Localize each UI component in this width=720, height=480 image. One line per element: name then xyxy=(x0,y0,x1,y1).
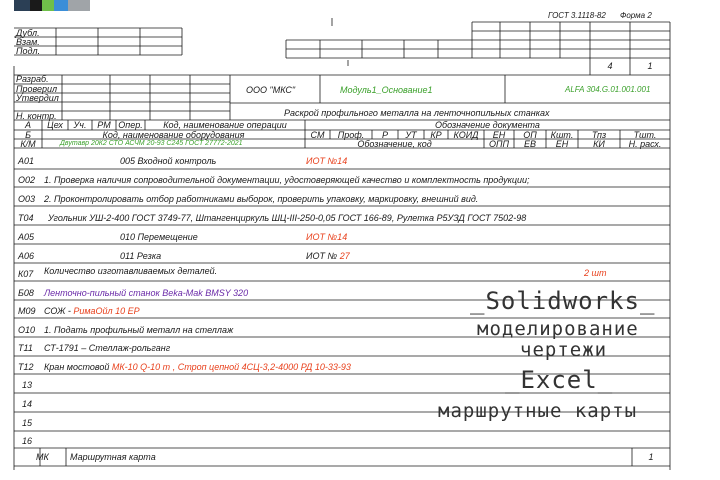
row-num: А05 xyxy=(18,232,35,242)
watermark-modeling: моделирование xyxy=(477,318,639,340)
role-nkontr: Н. контр. xyxy=(16,111,57,121)
row-operation: 005 Входной контроль xyxy=(120,156,217,166)
row-instruction: ИОТ №14 xyxy=(306,232,348,242)
dubl-label: Дубл. xyxy=(16,28,40,38)
instruction-number: 27 xyxy=(339,251,350,261)
role-utverdil: Утвердил xyxy=(16,93,59,103)
row-num: Т11 xyxy=(18,343,33,353)
hdr-kshm: Кшт. xyxy=(550,130,574,140)
hdr-ev: ЕВ xyxy=(523,139,536,149)
hdr-kr: КР xyxy=(430,130,442,140)
hdr-b: Б xyxy=(25,130,31,140)
doc-code: ALFA 304.G.01.001.001 xyxy=(565,85,651,94)
hdr-sm: СМ xyxy=(310,130,325,140)
gost-standard: ГОСТ 3.1118-82 xyxy=(548,11,606,20)
hdr-equip: Код, наименование оборудования xyxy=(102,130,245,140)
role-proveril: Проверил xyxy=(16,84,58,94)
row-operation: 010 Перемещение xyxy=(120,232,198,242)
footer-doc-name: Маршрутная карта xyxy=(70,452,156,462)
hdr-ut: УТ xyxy=(405,130,417,140)
row-text: Угольник УШ-2-400 ГОСТ 3749-77, Штангенциркуль ШЦ-III-250-0,05 ГОСТ 166-89, Рулетка Р5УЗД ГОСТ 7502-98 xyxy=(48,213,527,223)
role-razrab: Разраб. xyxy=(16,74,49,84)
hdr-r: Р xyxy=(381,130,388,140)
hdr-oper: Опер. xyxy=(118,120,143,130)
hdr-km: К/М xyxy=(20,139,36,149)
row-text: СТ-1791 – Стеллаж-рольганг xyxy=(44,343,171,353)
row-num: А01 xyxy=(18,156,35,166)
row-num: А06 xyxy=(18,251,35,261)
footer-page: 1 xyxy=(648,452,654,462)
hdr-opp: ОПП xyxy=(488,139,510,149)
row-num: М09 xyxy=(18,306,36,316)
row-num: 13 xyxy=(22,380,33,390)
row-text xyxy=(44,306,140,316)
row-text: Количество изготавливаемых деталей. xyxy=(44,266,218,276)
watermark-solidworks: _Solidworks_ xyxy=(470,287,656,315)
row-text: 1. Подать профильный металл на стеллаж xyxy=(44,325,234,335)
soj-label: СОЖ - xyxy=(44,306,74,316)
row-operation: 011 Резка xyxy=(120,251,162,261)
module-name: Модуль1_Основание1 xyxy=(340,85,433,95)
hdr-en2: ЕН xyxy=(555,139,569,149)
row-instruction xyxy=(306,251,350,261)
row-num: Т12 xyxy=(18,362,34,372)
hdr-rm: РМ xyxy=(97,120,111,130)
row-equipment: Ленточно-пильный станок Вeka-Mak BMSY 320 xyxy=(44,288,249,298)
hdr-prof: Проф. xyxy=(337,130,365,140)
material-spec: Двутавр 20К2 СТО АСЧМ 20-93 С245 ГОСТ 27772-2021 xyxy=(60,140,243,147)
crane-model: МК-10 Q-10 т xyxy=(111,362,171,372)
soj-value: РимаОйл 10 ЕР xyxy=(73,306,140,316)
watermark-drawings: чертежи xyxy=(520,339,608,361)
hdr-koid: КОИД xyxy=(453,130,479,140)
sheet-current: 1 xyxy=(647,61,653,71)
row-num: О02 xyxy=(18,175,36,185)
row-num: 16 xyxy=(22,436,33,446)
hdr-en: ЕН xyxy=(492,130,506,140)
footer-mk: МК xyxy=(36,452,49,462)
watermark-excel: _Excel_ xyxy=(505,366,614,394)
row-num: 14 xyxy=(22,399,33,409)
hdr-tsht: Тшт. xyxy=(633,130,657,140)
route-title: Раскрой профильного металла на ленточнопильных станках xyxy=(284,108,550,118)
podl-label: Подл. xyxy=(16,46,41,56)
sling-spec: , Строп цепной 4СЦ-3,2-4000 РД 10-33-93 xyxy=(170,362,351,372)
hdr-doc-desig: Обозначение документа xyxy=(435,120,540,130)
sheets-total: 4 xyxy=(607,61,613,71)
row-num: О03 xyxy=(18,194,36,204)
hdr-nrash: Н. расх. xyxy=(628,139,662,149)
quantity: 2 шт xyxy=(584,268,607,278)
crane-label: Кран мостовой xyxy=(44,362,112,372)
hdr-desig-code: Обозначение, код xyxy=(357,139,432,149)
row-num: Б08 xyxy=(18,288,34,298)
organization: ООО "МКС" xyxy=(246,85,296,95)
row-num: Т04 xyxy=(18,213,34,223)
row-text xyxy=(44,362,351,372)
hdr-op-code: Код, наименование операции xyxy=(163,120,287,130)
row-text: 2. Проконтролировать отбор работниками выборок, проверить упаковку, маркировку, внешний вид. xyxy=(44,194,479,204)
row-num: К07 xyxy=(18,269,34,279)
hdr-tseh: Цех xyxy=(47,120,63,130)
vzam-label: Взам. xyxy=(16,37,40,47)
hdr-tpz: Тпз xyxy=(591,130,607,140)
form-number: Форма 2 xyxy=(620,11,652,20)
hdr-uch: Уч. xyxy=(73,120,87,130)
hdr-op: ОП xyxy=(523,130,537,140)
row-num: 15 xyxy=(22,418,33,428)
instruction-prefix: ИОТ № xyxy=(306,251,340,261)
hdr-ki: КИ xyxy=(593,139,605,149)
row-num: О10 xyxy=(18,325,36,335)
row-text: 1. Проверка наличия сопроводительной документации, удостоверяющей качество и комплектность продукции; xyxy=(44,175,530,185)
watermark-route-cards: маршрутные карты xyxy=(438,400,638,422)
row-instruction: ИОТ №14 xyxy=(306,156,348,166)
hdr-a: А xyxy=(24,120,31,130)
